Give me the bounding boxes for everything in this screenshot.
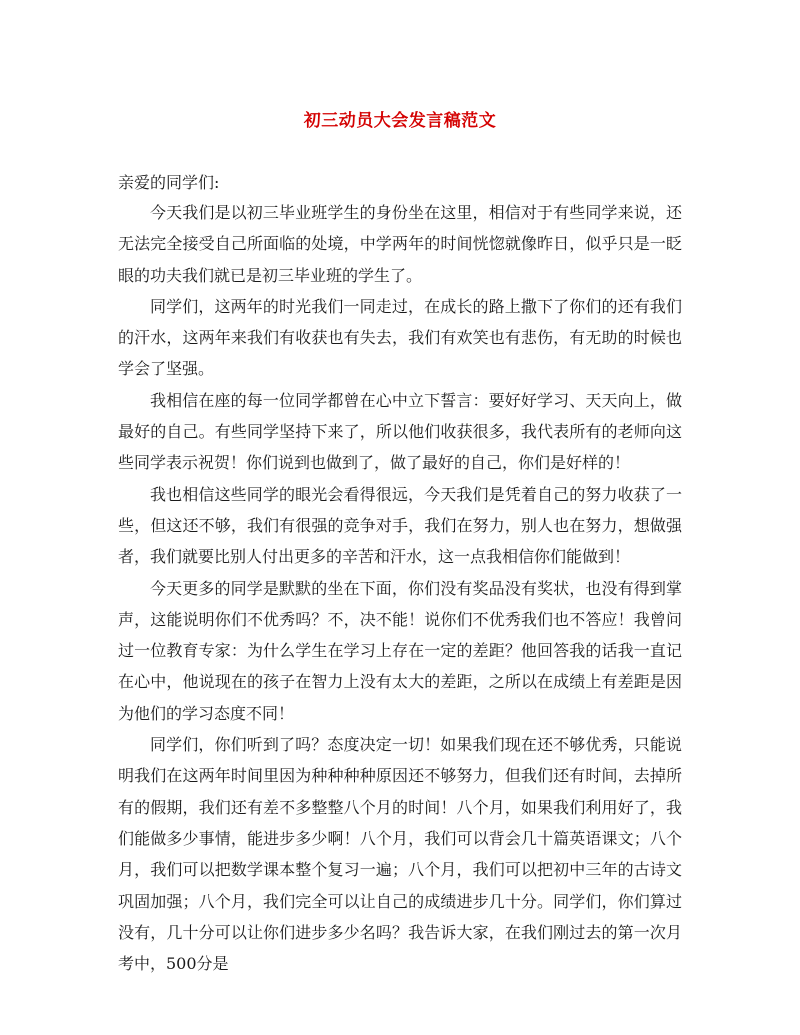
- paragraph-5: 今天更多的同学是默默的坐在下面，你们没有奖品没有奖状，也没有得到掌声，这能说明你们不优秀吗？不，决不能！说你们不优秀我们也不答应！我曾问过一位教育专家：为什么学生在学习上存在一定的差距？他回答我的话我一直记在心中，他说现在的孩子在智力上没有太大的差距，之所以在成绩上有差距是因为他们的学习态度不同！: [118, 578, 682, 723]
- body-text: [118, 197, 682, 979]
- paragraph-3: 我相信在座的每一位同学都曾在心中立下誓言：要好好学习、天天向上，做最好的自己。有些同学坚持下来了，所以他们收获很多，我代表所有的老师向这些同学表示祝贺！你们说到也做到了，做了最好的自己，你们是好样的！: [118, 390, 682, 473]
- paragraph-6: 同学们，你们听到了吗？态度决定一切！如果我们现在还不够优秀，只能说明我们在这两年时间里因为种种种种原因还不够努力，但我们还有时间，去掉所有的假期，我们还有差不多整整八个月的时间！八个月，如果我们利用好了，我们能做多少事情，能进步多少啊！八个月，我们可以背会几十篇英语课文；八个月，我们可以把数学课本整个复习一遍；八个月，我们可以把初中三年的古诗文巩固加强；八个月，我们完全可以让自己的成绩进步几十分。同学们，你们算过没有，几十分可以让你们进步多少名吗？我告诉大家，在我们刚过去的第一次月考中，500分是: [118, 735, 682, 974]
- paragraph-1: 今天我们是以初三毕业班学生的身份坐在这里，相信对于有些同学来说，还无法完全接受自己所面临的处境，中学两年的时间恍惚就像昨日，似乎只是一眨眼的功夫我们就已是初三毕业班的学生了。: [118, 203, 682, 285]
- salutation: 亲爱的同学们:: [118, 173, 220, 192]
- paragraph-4: 我也相信这些同学的眼光会看得很远，今天我们是凭着自己的努力收获了一些，但这还不够，我们有很强的竞争对手，我们在努力，别人也在努力，想做强者，我们就要比别人付出更多的辛苦和汗水，这一点我相信你们能做到！: [118, 484, 682, 567]
- paragraph-2: 同学们，这两年的时光我们一同走过，在成长的路上撒下了你们的还有我们的汗水，这两年来我们有收获也有失去，我们有欢笑也有悲伤，有无助的时候也学会了坚强。: [118, 296, 682, 379]
- page-title: 初三动员大会发言稿范文: [303, 111, 497, 131]
